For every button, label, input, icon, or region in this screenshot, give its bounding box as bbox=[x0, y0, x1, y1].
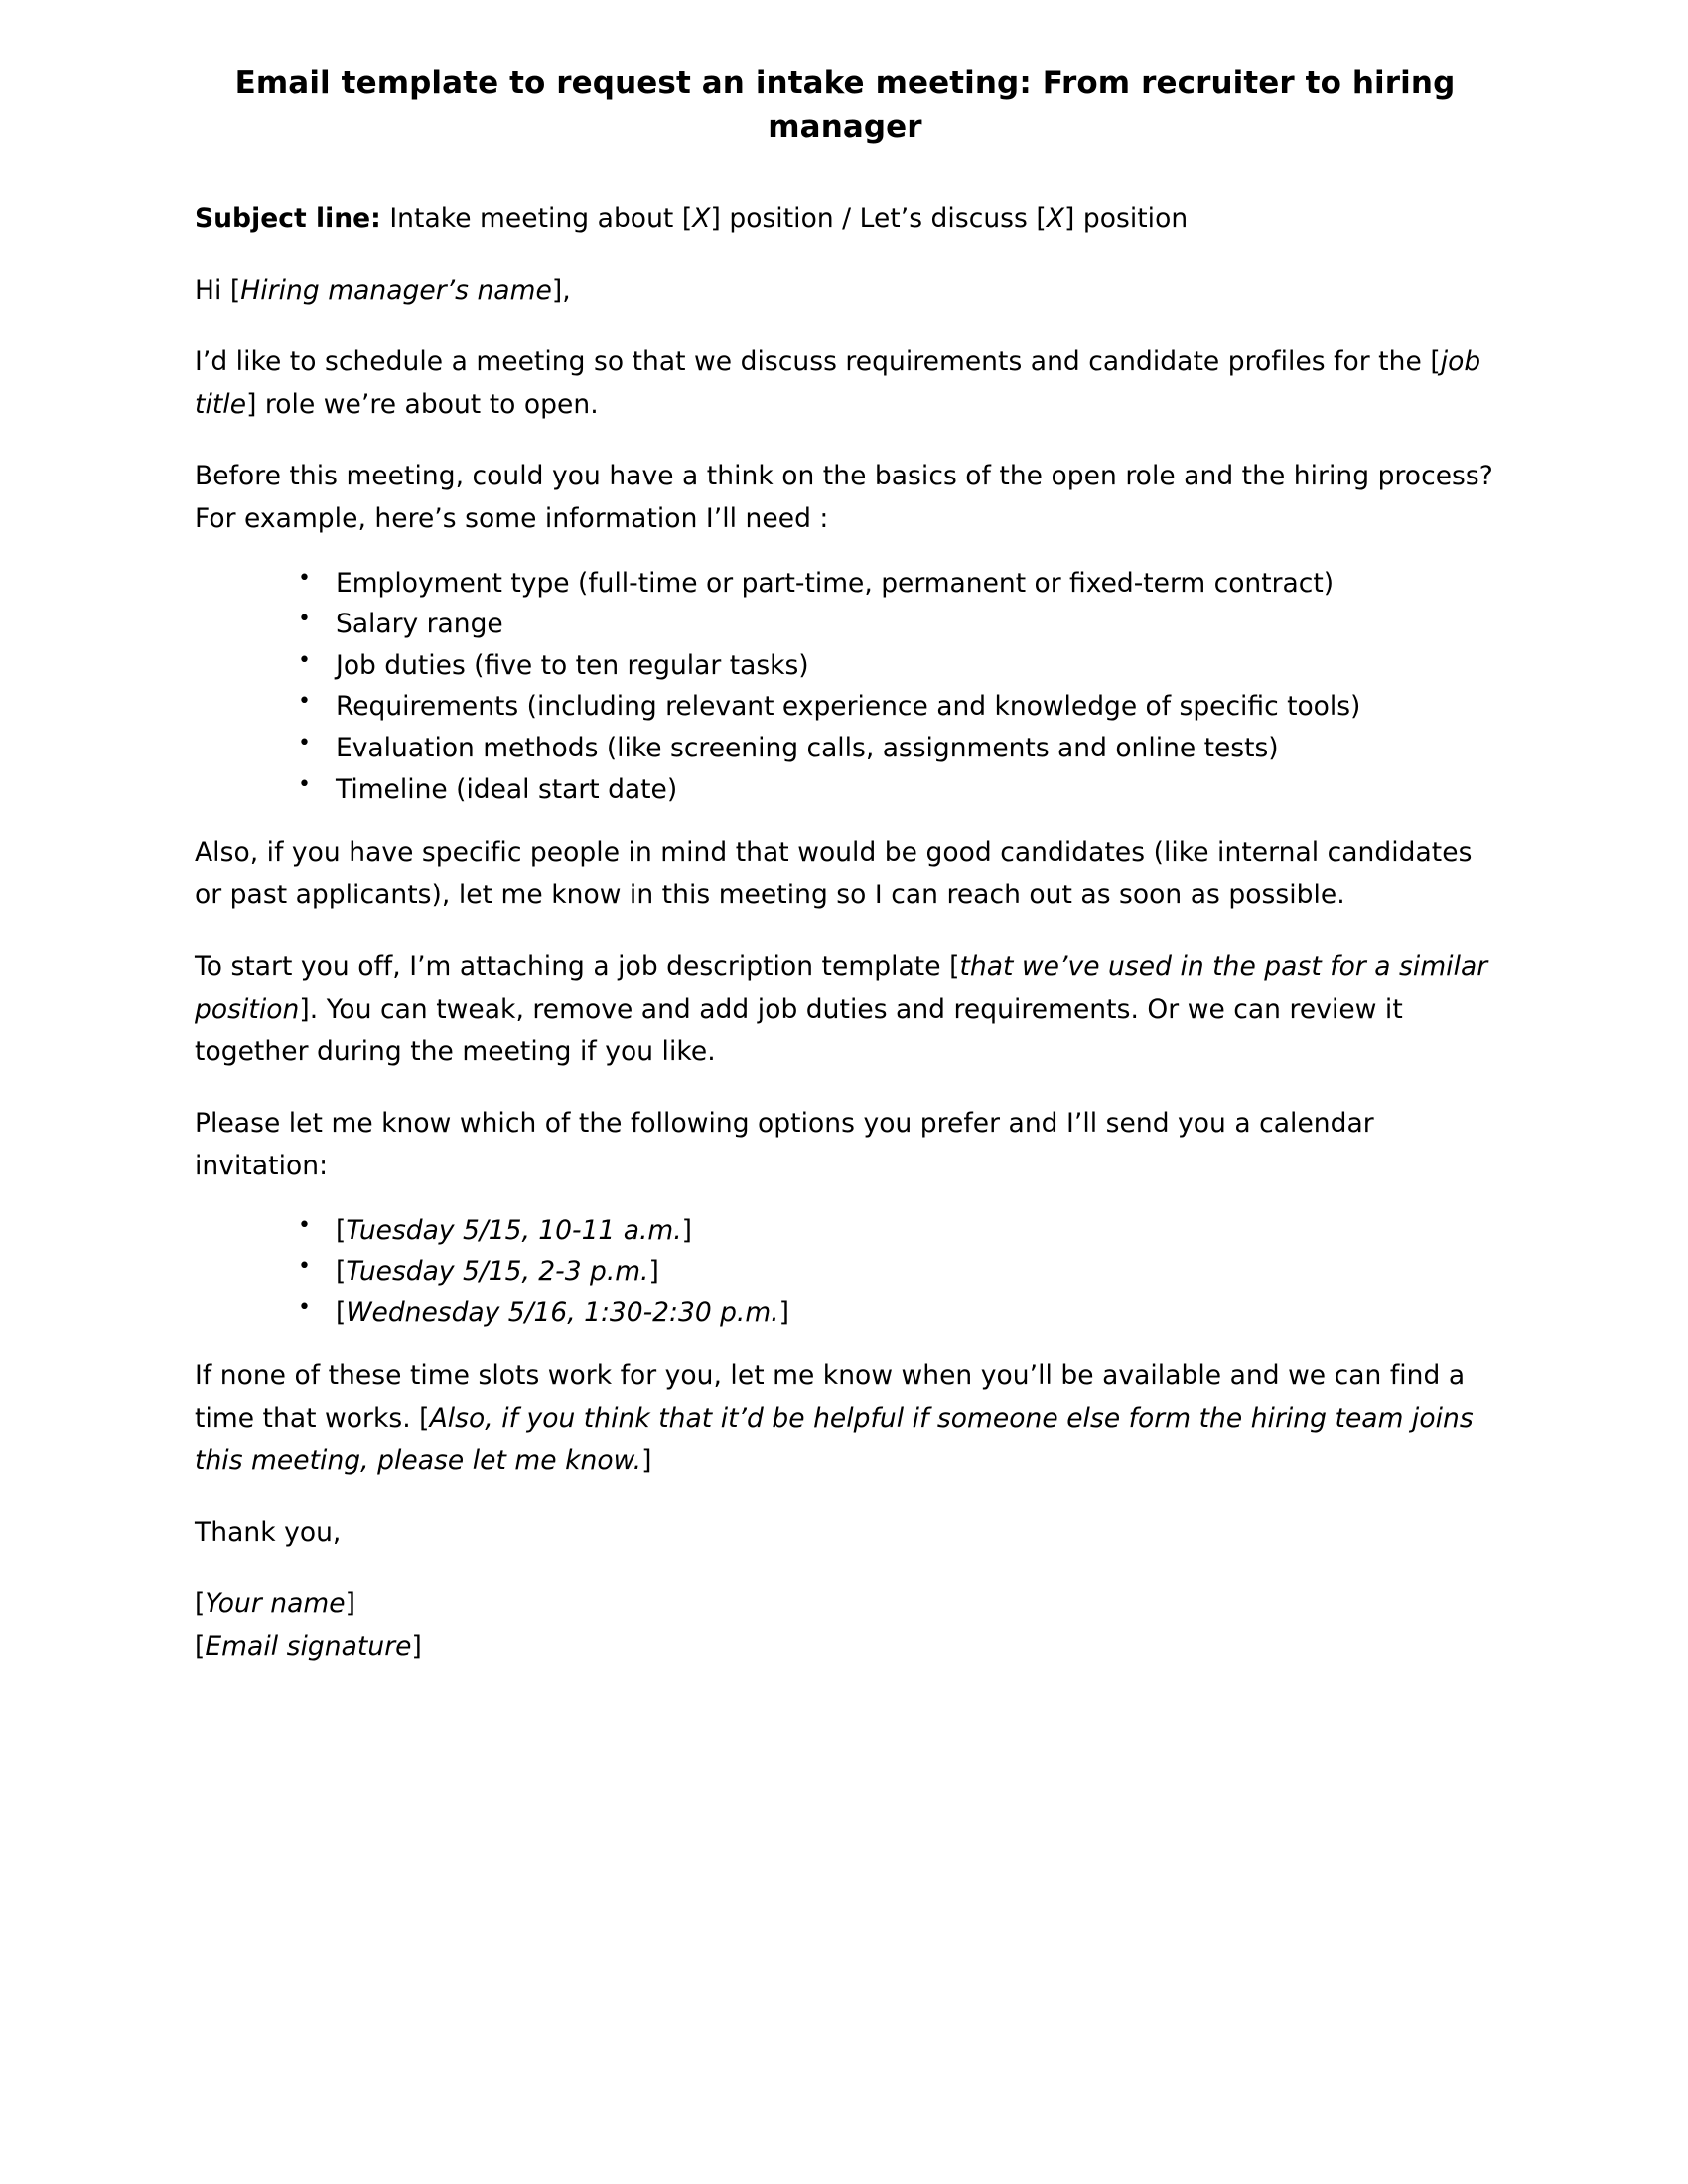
bracket-close-icon: ] bbox=[299, 993, 310, 1024]
bracket-open-icon: [ bbox=[1430, 345, 1441, 377]
subject-line-text-after: position bbox=[1074, 204, 1189, 235]
spacer bbox=[195, 1555, 1495, 1583]
spacer bbox=[195, 241, 1495, 270]
subject-placeholder-2: X bbox=[1046, 204, 1064, 235]
bracket-close-icon: ] bbox=[648, 1256, 659, 1288]
bracket-close-icon: ] bbox=[551, 274, 563, 306]
spacer bbox=[195, 1333, 1495, 1355]
paragraph-also: Also, if you have specific people in mind that would be good candidates (like internal candidates or past applicants), let me know in this meeting so I can reach out as soon as possible. bbox=[195, 837, 1473, 911]
bracket-open-icon: [ bbox=[195, 1588, 206, 1620]
paragraph-no-slots bbox=[195, 1355, 1495, 1483]
no-slots-placeholder: Also, if you think that it’d be helpful if someone else form the hiring team joins this meeting, please let me know. bbox=[195, 1403, 1474, 1477]
time-slot-label: Wednesday 5/16, 1:30-2:30 p.m. bbox=[346, 1297, 779, 1328]
start-you-off-placeholder: that we’ve used in the past for a similar position bbox=[195, 950, 1488, 1024]
list-item: • Timeline (ideal start date) bbox=[298, 769, 1495, 811]
bracket-close-icon: ] bbox=[681, 1214, 692, 1246]
bracket-open-icon: [ bbox=[195, 1630, 206, 1662]
paragraph-before-meeting: Before this meeting, could you have a think on the basics of the open role and the hiring process? For example, here’s some information I’ll need : bbox=[195, 460, 1493, 534]
spacer bbox=[195, 917, 1495, 946]
email-greeting bbox=[195, 270, 1495, 313]
greeting-suffix: , bbox=[562, 274, 571, 306]
intro-part-2: role we’re about to open. bbox=[256, 388, 599, 420]
list-item bbox=[298, 1210, 1495, 1252]
bracket-open-icon: [ bbox=[336, 1256, 347, 1288]
time-slot-label: Tuesday 5/15, 2-3 p.m. bbox=[346, 1256, 649, 1288]
start-you-off-part-1: To start you off, I’m attaching a job description template bbox=[195, 950, 950, 982]
list-item: • Requirements (including relevant experience and knowledge of specific tools) bbox=[298, 686, 1495, 728]
page-title: Email template to request an intake meeting: From recruiter to hiring manager bbox=[234, 66, 1456, 146]
spacer bbox=[195, 1483, 1495, 1512]
list-item bbox=[298, 1293, 1495, 1334]
spacer bbox=[195, 149, 1495, 199]
greeting-placeholder: Hiring manager’s name bbox=[240, 274, 552, 306]
no-slots-part-1: If none of these time slots work for you, let me know when you’ll be available and we can find a time that works. bbox=[195, 1360, 1466, 1434]
bracket-open-icon: [ bbox=[336, 1297, 347, 1328]
subject-placeholder-1: X bbox=[692, 204, 711, 235]
list-item: • Salary range bbox=[298, 604, 1495, 645]
subject-line-text-before: Intake meeting about bbox=[380, 204, 682, 235]
list-item: • Employment type (full-time or part-time, permanent or fixed-term contract) bbox=[298, 563, 1495, 605]
subject-line-text-middle: position / Let’s discuss bbox=[720, 204, 1037, 235]
start-you-off-part-2: . You can tweak, remove and add job duties and requirements. Or we can review it together during the meeting if you like. bbox=[195, 993, 1403, 1067]
bracket-open-icon: [ bbox=[419, 1403, 430, 1434]
spacer bbox=[195, 1188, 1495, 1210]
basics-list bbox=[195, 563, 1495, 811]
bracket-close-icon: ] bbox=[641, 1445, 652, 1477]
bracket-open-icon: [ bbox=[229, 274, 241, 306]
bracket-close-icon: ] bbox=[710, 204, 721, 235]
bracket-close-icon: ] bbox=[345, 1588, 355, 1620]
bracket-close-icon: ] bbox=[246, 388, 257, 420]
spacer bbox=[195, 1074, 1495, 1103]
signature-name bbox=[195, 1583, 1495, 1626]
bracket-open-icon: [ bbox=[949, 950, 960, 982]
bracket-open-icon: [ bbox=[681, 204, 693, 235]
subject-line bbox=[195, 199, 1495, 241]
time-slots-list bbox=[195, 1210, 1495, 1334]
paragraph-intro bbox=[195, 341, 1495, 427]
signature-block-placeholder: Email signature bbox=[205, 1630, 412, 1662]
spacer bbox=[195, 313, 1495, 341]
paragraph-options: Please let me know which of the following options you prefer and I’ll send you a calendar invitation: bbox=[195, 1107, 1374, 1181]
paragraph-start-you-off bbox=[195, 946, 1495, 1074]
document-body bbox=[195, 62, 1495, 1669]
list-item: • Job duties (five to ten regular tasks) bbox=[298, 645, 1495, 687]
bracket-open-icon: [ bbox=[336, 1214, 347, 1246]
signature-block bbox=[195, 1626, 1495, 1669]
intro-placeholder-job-title: job title bbox=[195, 345, 1481, 420]
list-item bbox=[298, 1251, 1495, 1293]
bracket-close-icon: ] bbox=[411, 1630, 422, 1662]
bracket-close-icon: ] bbox=[1063, 204, 1075, 235]
closing-line: Thank you, bbox=[195, 1517, 342, 1549]
bracket-open-icon: [ bbox=[1036, 204, 1047, 235]
signature-name-placeholder: Your name bbox=[205, 1588, 346, 1620]
subject-line-label: Subject line: bbox=[195, 204, 381, 235]
intro-part-1: I’d like to schedule a meeting so that we discuss requirements and candidate profiles for the bbox=[195, 345, 1431, 377]
list-item: • Evaluation methods (like screening calls, assignments and online tests) bbox=[298, 728, 1495, 769]
time-slot-label: Tuesday 5/15, 10-11 a.m. bbox=[346, 1214, 682, 1246]
spacer bbox=[195, 427, 1495, 456]
spacer bbox=[195, 541, 1495, 563]
spacer bbox=[195, 810, 1495, 832]
greeting-prefix: Hi bbox=[195, 274, 230, 306]
bracket-close-icon: ] bbox=[778, 1297, 789, 1328]
